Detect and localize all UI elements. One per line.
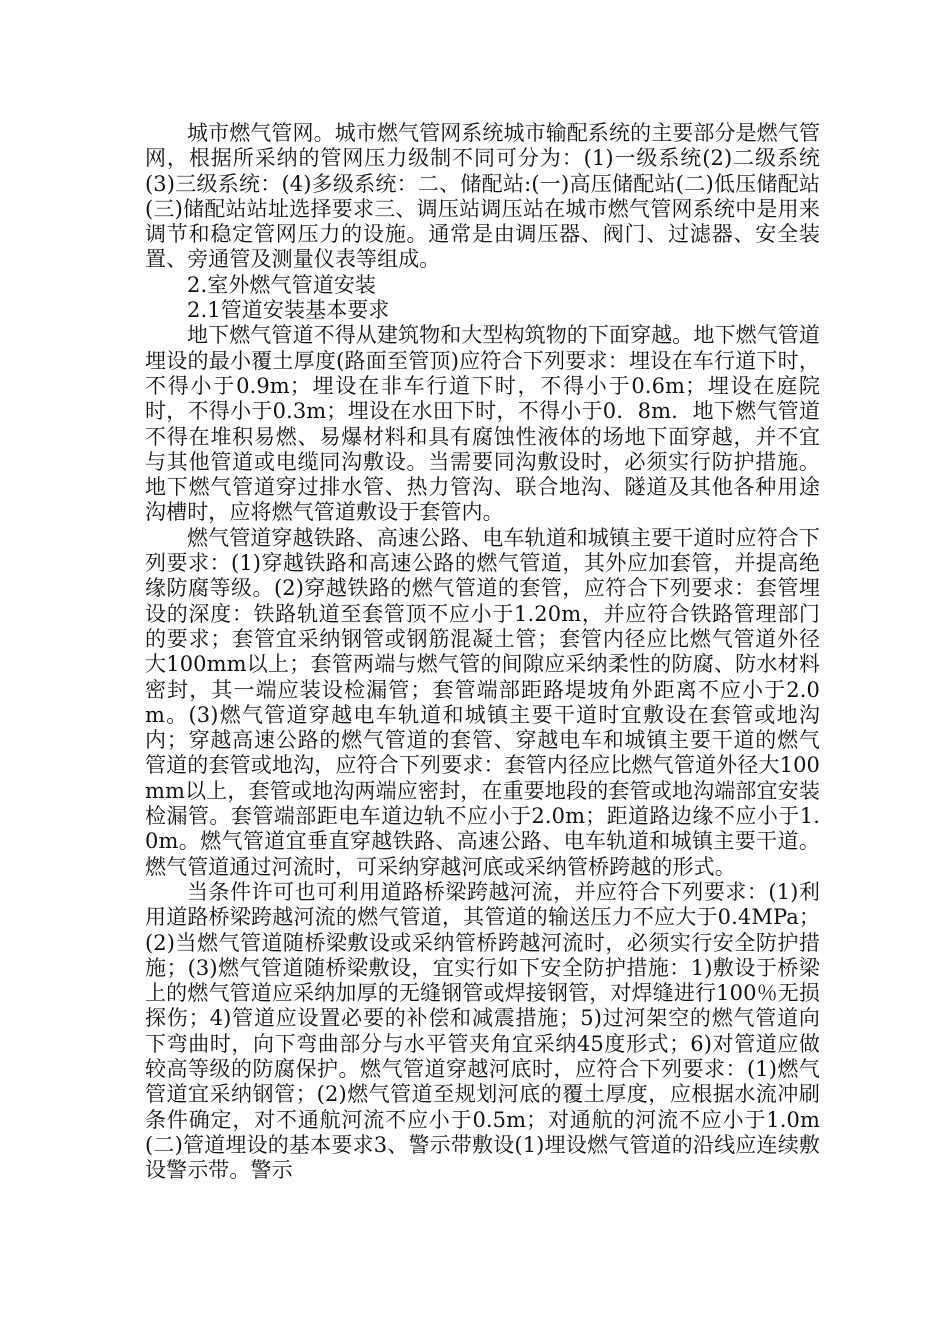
paragraph-bridge-crossing: 当条件许可也可利用道路桥梁跨越河流，并应符合下列要求：(1)利用道路桥梁跨越河流的燃气管道，其管道的输送压力不应大于0.4MPa；(2)当燃气管道随桥梁敷设或采纳管桥跨越河流时，必须实行安全防护措施；(3)燃气管道随桥梁敷设，宜实行如下安全防护措施：1)敷设于桥梁上的燃气管道应采纳加厚的无缝钢管或焊接钢管，对焊缝进行100％无损探伤；4)管道应设置必要的补偿和减震措施；5)过河架空的燃气管道向下弯曲时，向下弯曲部分与水平管夹角宜采纳45度形式；6)对管道应做较高等级的防腐保护。燃气管道穿越河底时，应符合下列要求：(1)燃气管道宜采纳钢管；(2)燃气管道至规划河底的覆土厚度，应根据水流冲刷条件确定，对不通航河流不应小于0.5m；对通航的河流不应小于1.0m(二)管道埋设的基本要求3、警示带敷设(1)埋设燃气管道的沿线应连续敷设警示带。警示	[145, 879, 820, 1183]
document-body	[145, 121, 820, 1183]
paragraph-crossing-requirements: 燃气管道穿越铁路、高速公路、电车轨道和城镇主要干道时应符合下列要求：(1)穿越铁路和高速公路的燃气管道，其外应加套管，并提高绝缘防腐等级。(2)穿越铁路的燃气管道的套管，应符合下列要求：套管埋设的深度：铁路轨道至套管顶不应小于1.20m，并应符合铁路管理部门的要求；套管宜采纳钢管或钢筋混凝土管；套管内径应比燃气管道外径大100mm以上；套管两端与燃气管的间隙应采纳柔性的防腐、防水材料密封，其一端应装设检漏管；套管端部距路堤坡角外距离不应小于2.0m。(3)燃气管道穿越电车轨道和城镇主要干道时宜敷设在套管或地沟内；穿越高速公路的燃气管道的套管、穿越电车和城镇主要干道的燃气管道的套管或地沟，应符合下列要求：套管内径应比燃气管道外径大100mm以上，套管或地沟两端应密封，在重要地段的套管或地沟端部宜安装检漏管。套管端部距电车道边轨不应小于2.0m；距道路边缘不应小于1.0m。燃气管道宜垂直穿越铁路、高速公路、电车轨道和城镇主要干道。燃气管道通过河流时，可采纳穿越河底或采纳管桥跨越的形式。	[145, 525, 820, 879]
subsection-heading: 2.1管道安装基本要求	[187, 298, 390, 323]
section-heading: 2.室外燃气管道安装	[187, 272, 377, 297]
paragraph-underground-pipe: 地下燃气管道不得从建筑物和大型构筑物的下面穿越。地下燃气管道埋设的最小覆土厚度(路面至管顶)应符合下列要求：埋设在车行道下时，不得小于0.9m；埋设在非车行道下时，不得小于0.6m；埋设在庭院时，不得小于0.3m；埋设在水田下时，不得小于0．8m．地下燃气管道不得在堆积易燃、易爆材料和具有腐蚀性液体的场地下面穿越，并不宜与其他管道或电缆同沟敷设。当需要同沟敷设时，必须实行防护措施。地下燃气管道穿过排水管、热力管沟、联合地沟、隧道及其他各种用途沟槽时，应将燃气管道敷设于套管内。	[145, 323, 820, 525]
paragraph-overview: 城市燃气管网。城市燃气管网系统城市输配系统的主要部分是燃气管网，根据所采纳的管网压力级制不同可分为：(1)一级系统(2)二级系统(3)三级系统：(4)多级系统：二、储配站:(一)高压储配站(二)低压储配站(三)储配站站址选择要求三、调压站调压站在城市燃气管网系统中是用来调节和稳定管网压力的设施。通常是由调压器、阀门、过滤器、安全装置、旁通管及测量仪表等组成。	[145, 121, 820, 272]
